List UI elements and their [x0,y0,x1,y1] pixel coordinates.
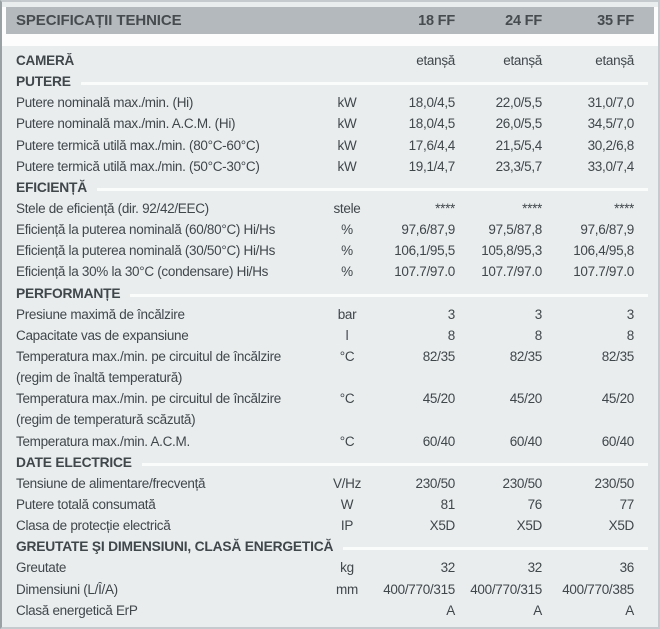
spec-row [2,50,658,71]
section-rule-line [97,188,648,191]
column-header-35ff: 35 FF [597,12,634,29]
row-value: A [625,602,634,618]
row-value: 107.7/97.0 [394,264,455,280]
row-value: **** [522,201,542,217]
row-value: 82/35 [601,349,634,365]
row-value: X5D [429,518,455,534]
section-title: GREUTATE ŞI DIMENSIUNI, CLASĂ ENERGETICĂ [16,539,334,555]
row-label: Putere totală consumată [16,497,156,513]
row-unit: °C [339,349,355,365]
row-value: 32 [440,560,455,576]
spec-row [2,135,658,156]
row-value: 19,1/4,7 [408,158,455,174]
spec-row [2,219,658,240]
row-value: 81 [440,497,455,513]
row-label: Temperatura max./min. A.C.M. [16,433,190,449]
row-value: 230/50 [502,475,542,491]
row-label: Temperatura max./min. pe circuitul de încălzire [16,391,282,407]
section-rule-line [142,463,648,466]
row-label: Putere nominală max./min. A.C.M. (Hi) [16,116,236,132]
row-label: Presiune maximă de încălzire [16,306,185,322]
row-value: 3 [626,306,634,322]
section-title: DATE ELECTRICE [16,454,132,470]
row-value: 26,0/5,5 [495,116,542,132]
table-header-bar [6,7,654,34]
spec-row [2,240,658,261]
spec-row [2,388,658,409]
row-unit: kg [340,560,354,576]
spec-row [2,515,658,536]
row-label: Eficiență la 30% la 30°C (condensare) Hi/Hs [16,264,269,280]
row-value: **** [435,201,455,217]
spec-row [2,261,658,282]
row-unit: % [341,264,353,280]
row-value: 45/20 [422,391,455,407]
row-value: A [446,602,455,618]
section-row [2,536,658,557]
spec-row [2,431,658,452]
row-value: 3 [534,306,542,322]
spec-row [2,367,658,388]
row-value: 97,5/87,8 [488,222,542,238]
section-row [2,452,658,473]
row-value: 22,0/5,5 [495,95,542,111]
row-value: 8 [626,327,634,343]
row-value: 230/50 [594,475,634,491]
section-rule-line [343,547,648,550]
row-value: etanșă [416,53,455,69]
row-value: 18,0/4,5 [408,95,455,111]
row-label: Dimensiuni (L/Î/A) [16,581,118,597]
row-unit: W [340,497,354,513]
row-label: CAMERĂ [16,53,75,69]
row-label: Clasa de protecție electrică [16,518,171,534]
row-value: 106,1/95,5 [394,243,455,259]
spec-row [2,346,658,367]
row-value: etanșă [503,53,542,69]
row-value: 17,6/4,4 [408,137,455,153]
row-value: 45/20 [509,391,542,407]
row-label: Putere termică utilă max./min. (50°C-30°C) [16,158,260,174]
row-label: Capacitate vas de expansiune [16,327,189,343]
section-title: PUTERE [16,74,71,90]
section-rule-line [81,82,648,85]
row-label: Greutate [16,560,67,576]
row-value: 77 [619,497,634,513]
section-title: PERFORMANȚE [16,285,121,301]
row-label: Eficiență la puterea nominală (30/50°C) Hi/Hs [16,243,276,259]
row-value: A [533,602,542,618]
column-header-24ff: 24 FF [505,12,542,29]
row-unit: V/Hz [332,475,362,491]
row-label: Putere nominală max./min. (Hi) [16,95,194,111]
spec-row [2,113,658,134]
spec-row [2,92,658,113]
row-value: 34,5/7,0 [587,116,634,132]
row-unit: IP [340,518,354,534]
section-row [2,177,658,198]
spec-row [2,579,658,600]
row-unit: kW [337,158,357,174]
row-value: etanșă [595,53,634,69]
row-unit: % [341,243,353,259]
section-title: EFICIENȚĂ [16,179,88,195]
row-value: 21,5/5,4 [495,137,542,153]
row-value: 82/35 [509,349,542,365]
row-value: 60/40 [601,433,634,449]
header-strip [2,7,658,46]
spec-row [2,156,658,177]
row-unit: kW [337,137,357,153]
row-unit: mm [336,581,358,597]
row-value: 32 [527,560,542,576]
table-title: SPECIFICAȚII TEHNICE [16,12,182,29]
row-value: 8 [447,327,455,343]
row-value: 33,0/7,4 [587,158,634,174]
row-value: 76 [527,497,542,513]
row-label: (regim de înaltă temperatură) [16,370,183,386]
row-label: (regim de temperatură scăzută) [16,412,196,428]
spec-row [2,325,658,346]
spec-row [2,304,658,325]
row-value: 97,6/87,9 [580,222,634,238]
row-value: 107.7/97.0 [573,264,634,280]
row-value: 45/20 [601,391,634,407]
row-value: 107.7/97.0 [481,264,542,280]
row-unit: °C [339,433,355,449]
section-row [2,71,658,92]
row-value: 18,0/4,5 [408,116,455,132]
row-value: 60/40 [422,433,455,449]
row-value: 97,6/87,9 [401,222,455,238]
row-value: 82/35 [422,349,455,365]
column-header-18ff: 18 FF [418,12,455,29]
row-unit: stele [333,201,361,217]
row-label: Clasă energetică ErP [16,602,138,618]
row-unit: bar [337,306,357,322]
spec-row [2,473,658,494]
row-unit: °C [339,391,355,407]
section-row [2,283,658,304]
spec-row [2,409,658,430]
spec-row [2,557,658,578]
row-label: Eficiență la puterea nominală (60/80°C) Hi/Hs [16,222,276,238]
row-label: Temperatura max./min. pe circuitul de încălzire [16,349,282,365]
row-value: 230/50 [415,475,455,491]
table-body [2,46,658,621]
row-unit: kW [337,95,357,111]
row-value: 60/40 [509,433,542,449]
row-value: 400/770/315 [470,581,542,597]
row-unit: % [341,222,353,238]
row-label: Tensiune de alimentare/frecvență [16,475,206,491]
row-unit: kW [337,116,357,132]
row-unit: l [345,327,349,343]
row-value: 105,8/95,3 [481,243,542,259]
row-value: X5D [608,518,634,534]
row-value: 8 [534,327,542,343]
row-value: X5D [516,518,542,534]
row-value: 400/770/315 [383,581,455,597]
row-value: 30,2/6,8 [587,137,634,153]
row-label: Putere termică utilă max./min. (80°C-60°C) [16,137,260,153]
section-rule-line [130,294,648,297]
spec-row [2,600,658,621]
row-value: 23,3/5,7 [495,158,542,174]
spec-row [2,198,658,219]
row-value: 106,4/95,8 [573,243,634,259]
spec-row [2,494,658,515]
row-value: 400/770/385 [562,581,634,597]
row-value: 3 [447,306,455,322]
row-value: **** [614,201,634,217]
row-value: 36 [619,560,634,576]
row-value: 31,0/7,0 [587,95,634,111]
row-label: Stele de eficiență (dir. 92/42/EEC) [16,201,209,217]
